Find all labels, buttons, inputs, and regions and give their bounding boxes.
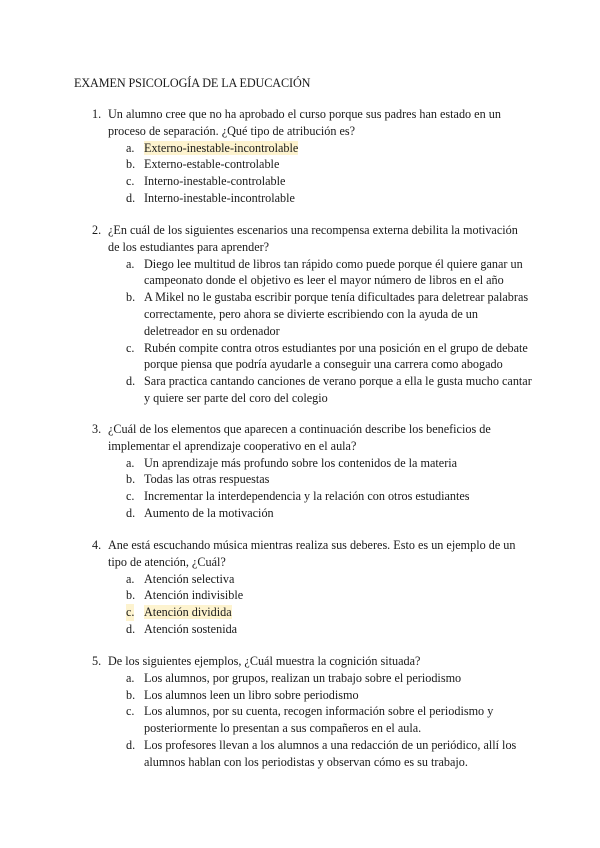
option-letter: a. (126, 140, 135, 155)
option-text: Todas las otras respuestas (144, 472, 270, 487)
option-d (92, 737, 532, 771)
option-d (92, 190, 532, 207)
option-text-highlighted: Atención dividida (144, 605, 232, 620)
option-text: Aumento de la motivación (144, 505, 274, 520)
option-a (92, 140, 532, 157)
question-2 (92, 222, 532, 407)
option-letter-highlighted: c. (126, 605, 135, 620)
option-letter: c. (126, 174, 135, 189)
option-letter: b. (126, 157, 136, 172)
option-letter: b. (126, 588, 136, 603)
option-text: Diego lee multitud de libros tan rápido como puede porque él quiere ganar un campeonato donde el objetivo es leer el mayor número de libros en el año (144, 256, 523, 288)
option-letter: b. (126, 472, 136, 487)
option-letter: d. (126, 190, 136, 205)
option-c (92, 340, 532, 374)
option-text: Rubén compite contra otros estudiantes por una posición en el grupo de debate porque piensa que podría ayudarle a conseguir una carrera como abogado (144, 340, 528, 372)
question-text: ¿En cuál de los siguientes escenarios una recompensa externa debilita la motivación de los estudiantes para aprender? (108, 223, 518, 254)
option-letter: a. (126, 571, 135, 586)
option-text: Incrementar la interdependencia y la relación con otros estudiantes (144, 489, 470, 504)
option-text-highlighted: Externo-inestable-incontrolable (144, 140, 299, 155)
question-text: ¿Cuál de los elementos que aparecen a continuación describe los beneficios de implementar el aprendizaje cooperativo en el aula? (108, 422, 491, 453)
option-text: Interno-inestable-incontrolable (144, 190, 295, 205)
option-text: Interno-inestable-controlable (144, 174, 286, 189)
option-letter: d. (126, 374, 136, 389)
option-letter: d. (126, 505, 136, 520)
options-list (92, 140, 532, 207)
option-text: Sara practica cantando canciones de verano porque a ella le gusta mucho cantar y quiere ser parte del coro del colegio (144, 374, 532, 405)
question-4 (92, 537, 532, 638)
option-c (92, 488, 532, 505)
option-c (92, 173, 532, 190)
option-letter: d. (126, 737, 136, 752)
option-text: Atención selectiva (144, 571, 235, 586)
option-text: Los alumnos leen un libro sobre periodismo (144, 687, 359, 702)
option-text: Externo-estable-controlable (144, 157, 280, 172)
question-3 (92, 421, 532, 522)
option-text: Los profesores llevan a los alumnos a una redacción de un periódico, allí los alumnos hablan con los periodistas y observan cómo es su trabajo. (144, 737, 517, 769)
option-a (92, 571, 532, 588)
option-letter: b. (126, 290, 136, 305)
question-5 (92, 653, 532, 771)
options-list (92, 670, 532, 771)
options-list (92, 455, 532, 522)
document-title: EXAMEN PSICOLOGÍA DE LA EDUCACIÓN (74, 76, 311, 90)
option-text: Atención indivisible (144, 588, 244, 603)
option-d (92, 505, 532, 522)
option-letter: c. (126, 704, 135, 719)
option-b (92, 587, 532, 604)
option-letter: a. (126, 455, 135, 470)
question-text: Ane está escuchando música mientras realiza sus deberes. Esto es un ejemplo de un tipo de atención, ¿Cuál? (108, 538, 516, 569)
option-letter: d. (126, 621, 136, 636)
question-text: De los siguientes ejemplos, ¿Cuál muestra la cognición situada? (108, 654, 421, 668)
options-list (92, 571, 532, 638)
question-1 (92, 106, 532, 207)
option-a (92, 455, 532, 472)
option-c (92, 703, 532, 737)
option-letter: a. (126, 256, 135, 271)
option-b (92, 156, 532, 173)
option-c (92, 604, 532, 621)
question-number: 4. (92, 538, 102, 552)
option-text: A Mikel no le gustaba escribir porque tenía dificultades para deletrear palabras correctamente, pero ahora se divierte escribiendo con la ayuda de un deletreador en su ordenador (144, 290, 529, 338)
option-letter: a. (126, 670, 135, 685)
option-b (92, 687, 532, 704)
question-number: 3. (92, 422, 102, 436)
option-d (92, 621, 532, 638)
option-letter: b. (126, 687, 136, 702)
question-text: Un alumno cree que no ha aprobado el curso porque sus padres han estado en un proceso de separación. ¿Qué tipo de atribución es? (108, 107, 501, 138)
option-text: Los alumnos, por su cuenta, recogen información sobre el periodismo y posteriormente lo presentan a sus compañeros en el aula. (144, 704, 494, 736)
question-number: 1. (92, 107, 102, 121)
options-list (92, 256, 532, 407)
option-a (92, 670, 532, 687)
option-letter: c. (126, 340, 135, 355)
option-text: Los alumnos, por grupos, realizan un trabajo sobre el periodismo (144, 670, 462, 685)
option-letter: c. (126, 489, 135, 504)
question-number: 5. (92, 654, 102, 668)
option-b (92, 471, 532, 488)
question-number: 2. (92, 223, 102, 237)
option-text: Atención sostenida (144, 621, 238, 636)
option-b (92, 289, 532, 339)
option-text: Un aprendizaje más profundo sobre los contenidos de la materia (144, 455, 458, 470)
option-d (92, 373, 532, 407)
option-a (92, 256, 532, 290)
